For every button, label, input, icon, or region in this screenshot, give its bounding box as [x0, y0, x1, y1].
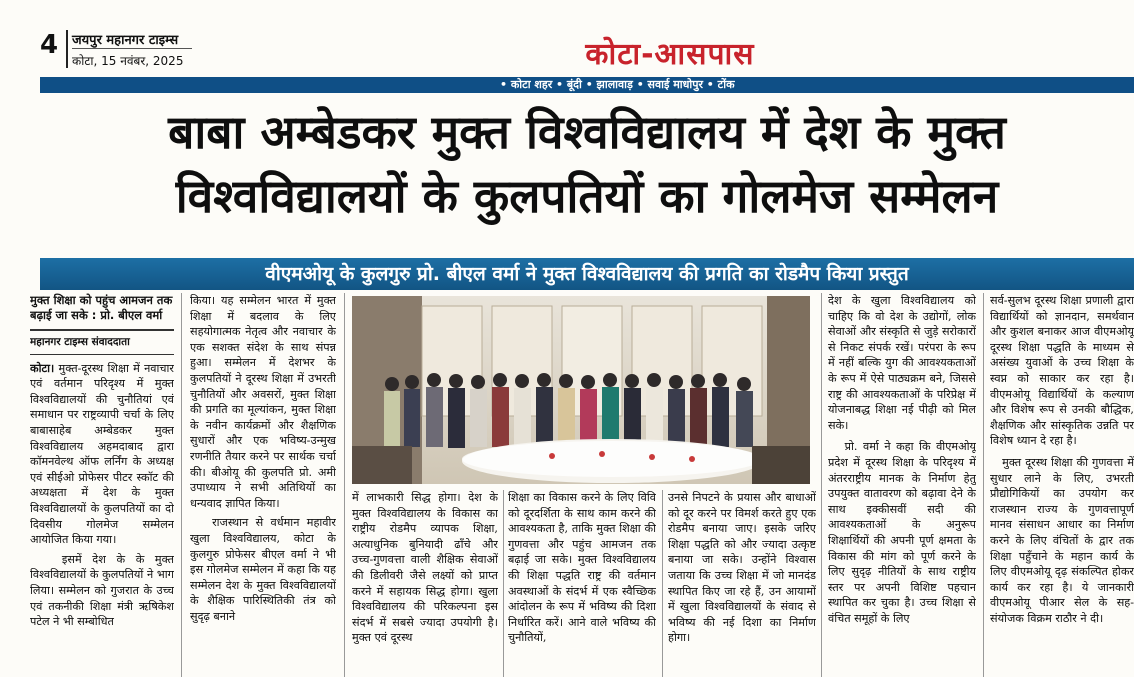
section-title: कोटा-आसपास — [585, 37, 755, 72]
column-6-text: देश के खुला विश्वविद्यालय को चाहिए कि वो देश के उद्योगों, लोक सेवाओं और संस्कृति से जुड़े सरोकारों से निकट संपर्क रखें। परंपरा के रूप में नहीं बल्कि युग की आवश्यकताओं के रूप में ऐसे पाठ्यक्रम बने, जिससे राष्ट्र की आवश्यकताओं के परिप्रेक्ष में योजनाबद्ध शिक्षा नई पीढ़ी को मिल सके। — [828, 294, 976, 432]
group-photo-illustration — [352, 296, 810, 484]
page-number: 4 — [40, 30, 59, 60]
event-photo — [352, 296, 810, 484]
article-column-3 — [352, 490, 498, 677]
column-2-text-b: राजस्थान से वर्धमान महावीर खुला विश्वविद्यालय, कोटा के कुलगुरु प्रोफेसर बीएल वर्मा ने भी इस गोलमेज सम्मेलन में कहा कि यह सम्मेलन देश के मुक्त विश्वविद्यालयों के शैक्षिक पारिस्थितिकी तंत्र को सुदृढ़ बनाने — [190, 516, 336, 623]
column-7-text: सर्व-सुलभ दूरस्थ शिक्षा प्रणाली द्वारा विद्यार्थियों को ज्ञानदान, समर्थवान और कुशल बनाकर आज वीएमओयू दूरस्थ शिक्षा पद्धति के माध्यम से असंख्य युवाओं के उच्च शिक्षा के स्वप्न को साकार कर रहा है। वीएमओयू विद्यार्थियों के कल्याण और विशेष रूप से उनकी बौद्धिक, शैक्षणिक और सांस्कृतिक उन्नति पर विशेष ध्यान दे रहा है। — [990, 294, 1134, 448]
column-5-text: उनसे निपटने के प्रयास और बाधाओं को दूर करने पर विमर्श करते हुए एक रोडमैप बनाया जाए। इसके जरिए शिक्षा पद्धति को और ज्यादा उत्कृष्ट बनाया जा सके। उन्होंने विश्वास जताया कि उच्च शिक्षा में जो मानदंड स्थापित किए जा रहे हैं, उन आयामों में खुला विश्वविद्यालयों के संवाद से भविष्य की नई दिशा का निर्माण होगा। — [668, 491, 816, 645]
subheadline: वीएमओयू के कुलगुरु प्रो. बीएल वर्मा ने मुक्त विश्वविद्यालय की प्रगति का रोडमैप किया प्रस्तुत — [265, 263, 909, 285]
byline-rule — [30, 329, 174, 331]
column-6-text-b: प्रो. वर्मा ने कहा कि वीएमओयू प्रदेश में दूरस्थ शिक्षा के परिदृश्य में अंतरराष्ट्रीय मानक के निर्माण हेतु उपयुक्त वातावरण को बढ़ावा देने के साथ इक्कीसवीं सदी की आवश्यकताओं के अनुरूप शिक्षार्थियों की अपनी पूर्ण क्षमता के विकास की मांग को पूर्ण करने के लिए सुदृढ़ नीतियों के साथ राष्ट्रीय स्तर पर अपनी विशिष्ट पहचान स्थापित कर चुका है। उच्च शिक्षा से वंचित समूहों के लिए — [828, 440, 976, 625]
edition-date: कोटा, 15 नवंबर, 2025 — [72, 54, 184, 68]
column-2-text: किया। यह सम्मेलन भारत में मुक्त शिक्षा में बदलाव के लिए सहयोगात्मक नेतृत्व और नवाचार के एक सशक्त संदेश के साथ संपन्न हुआ। सम्मेलन में देशभर के कुलपतियों ने दूरस्थ शिक्षा में उभरती चुनौतियों और अवसरों, मुक्त शिक्षा की प्रगति का मूल्यांकन, मुक्त शिक्षा के नवीन कार्यक्रमों और शैक्षणिक सुधारों और एक भविष्य-उन्मुख रणनीति तैयार करने पर सार्थक चर्चा की। बीओयू की कुलपति प्रो. अमी उपाध्याय ने सभी अतिथियों का धन्यवाद ज्ञापित किया। — [190, 294, 336, 510]
column-rule — [181, 293, 182, 677]
masthead-divider — [66, 30, 68, 68]
article-column-2 — [190, 293, 336, 677]
dateline: कोटा। — [30, 360, 55, 375]
column-4-text: शिक्षा का विकास करने के लिए विवि को दूरदर्शिता के साथ काम करने की आवश्यकता है, ताकि मुक्त शिक्षा की गुणवत्ता और पहुंच आमजन तक बढ़ाई जा सके। मुक्त विश्वविद्यालय की शिक्षा पद्धति राष्ट्र की वर्तमान अवस्थाओं के संदर्भ में एक स्वैच्छिक आंदोलन के रूप में भविष्य की दिशा निर्धारित करें। आने वाले भविष्य की चुनौतियों, — [508, 491, 656, 645]
article-column-6 — [828, 293, 976, 677]
article-column-7 — [990, 293, 1134, 677]
headline — [40, 100, 1134, 228]
column-rule — [503, 490, 504, 677]
column-1-text: मुक्त-दूरस्थ शिक्षा में नवाचार एवं वर्तमान परिदृश्य में मुक्त विश्वविद्यालयों की चुनौतियां एवं समाधान पर राष्ट्रव्यापी चर्चा के लिए बाबासाहेब अम्बेडकर मुक्त विश्वविद्यालय अहमदाबाद द्वारा कॉमनवेल्थ ऑफ लर्निंग के अध्यक्ष एवं सीईओ प्रोफेसर पीटर स्कॉट की अध्यक्षता में देश के मुक्त विश्वविद्यालयों के कुलपतियों का दो दिवसीय गोलमेज सम्मेलन आयोजित किया गया। — [30, 361, 174, 547]
cities-list: • कोटा शहर • बूंदी • झालावाड़ • सवाई माधोपुर • टोंक — [500, 78, 735, 91]
column-rule — [983, 293, 984, 677]
headline-line-1: बाबा अम्बेडकर मुक्त विश्वविद्यालय में देश के मुक्त — [168, 105, 1006, 159]
column-rule — [662, 490, 663, 677]
column-rule — [344, 293, 345, 677]
newspaper-name: जयपुर महानगर टाइम्स — [72, 33, 179, 48]
kicker-quote: मुक्त शिक्षा को पहुंच आमजन तक बढ़ाई जा सके : प्रो. बीएल वर्मा — [30, 293, 173, 322]
article-column-1 — [30, 293, 174, 630]
headline-line-2: विश्वविद्यालयों के कुलपतियों का गोलमेज सम्मेलन — [175, 169, 999, 223]
column-rule — [821, 293, 822, 677]
column-7-text-b: मुक्त दूरस्थ शिक्षा की गुणवत्ता में सुधार लाने के लिए, उभरती प्रौद्योगिकियों का उपयोग कर राजस्थान राज्य के गुणवत्तापूर्ण मानव संसाधन आधार का निर्माण करने के लिए वंचितों के द्वार तक शिक्षा पहुँचाने के महान कार्य के लिए वीएमओयू दृढ़ संकल्पित होकर कार्य कर रहा है। ये जानकारी वीएमओयू पीआर सेल के सह-संयोजक विक्रम राठौर ने दी। — [990, 455, 1134, 625]
column-1-text-b: इसमें देश के के मुक्त विश्वविद्यालयों के कुलपतियों ने भाग लिया। सम्मेलन को गुजरात के उच्च एवं तकनीकी शिक्षा मंत्री ऋषिकेश पटेल ने भी सम्बोधित — [30, 552, 174, 629]
column-3-text: में लाभकारी सिद्ध होगा। देश के मुक्त विश्वविद्यालय के विकास का राष्ट्रीय रोडमैप व्यापक शिक्षा, अत्याधुनिक बुनियादी ढाँचे और उच्च-गुणवत्ता वाली शैक्षिक सेवाओं की डिलीवरी जैसे लक्ष्यों को प्राप्त करने में सहायक सिद्ध होगा। खुला विश्वविद्यालय की परिकल्पना इस संदर्भ में सबसे ज्यादा उपयोगी है। मुक्त एवं दूरस्थ — [352, 491, 498, 645]
masthead-underline — [72, 48, 192, 49]
article-column-5 — [668, 490, 816, 677]
article-column-4 — [508, 490, 656, 677]
byline: महानगर टाइम्स संवाददाता — [30, 335, 174, 355]
